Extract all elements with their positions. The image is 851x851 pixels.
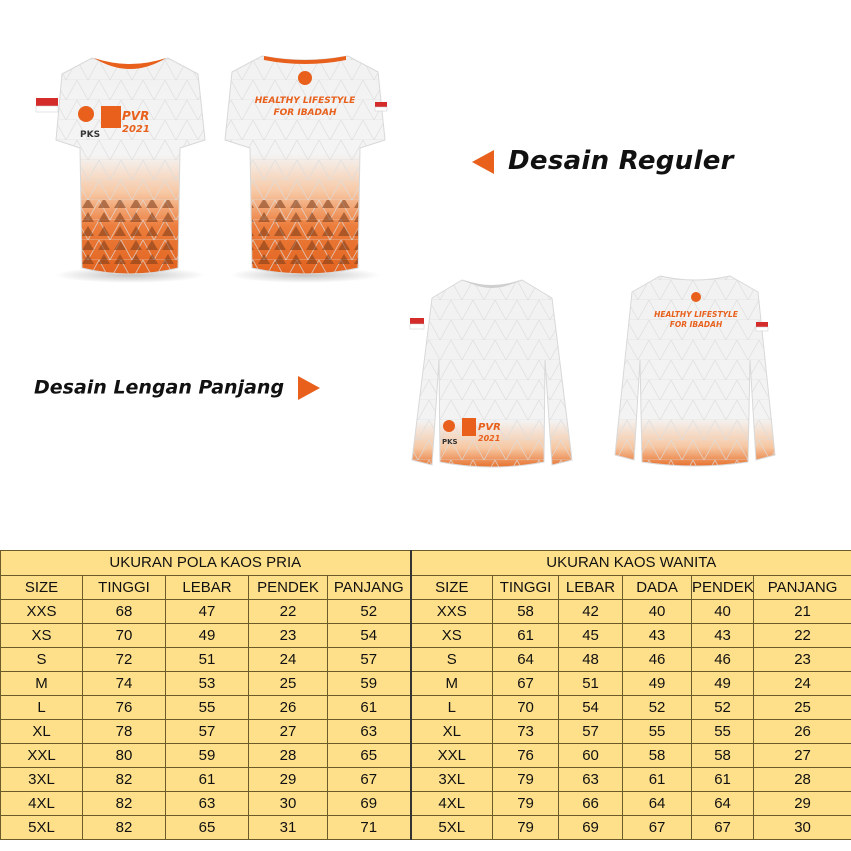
- women-size-cell: 55: [692, 720, 754, 744]
- women-size-cell: 64: [692, 792, 754, 816]
- table-row: [1, 600, 851, 624]
- women-size-cell: 22: [754, 624, 851, 648]
- women-size-cell: 45: [559, 624, 623, 648]
- men-size-cell: 51: [166, 648, 249, 672]
- men-size-cell: 52: [328, 600, 411, 624]
- women-size-cell: XXL: [411, 744, 493, 768]
- women-size-cell: 69: [559, 816, 623, 840]
- women-size-cell: 66: [559, 792, 623, 816]
- women-size-cell: 42: [559, 600, 623, 624]
- men-size-cell: 47: [166, 600, 249, 624]
- men-size-cell: 72: [83, 648, 166, 672]
- women-size-cell: 28: [754, 768, 851, 792]
- women-size-cell: 58: [623, 744, 692, 768]
- men-size-cell: 29: [249, 768, 328, 792]
- long-sleeve-front: [410, 280, 572, 467]
- long-sleeve-back: [615, 276, 775, 466]
- women-size-cell: 57: [559, 720, 623, 744]
- men-size-cell: 70: [83, 624, 166, 648]
- women-size-cell: 64: [493, 648, 559, 672]
- men-column-header: PENDEK: [249, 576, 328, 600]
- men-size-cell: 63: [328, 720, 411, 744]
- women-size-cell: 61: [623, 768, 692, 792]
- women-size-cell: XL: [411, 720, 493, 744]
- table-row: [1, 768, 851, 792]
- women-size-cell: 51: [559, 672, 623, 696]
- women-size-cell: 25: [754, 696, 851, 720]
- women-size-cell: 79: [493, 816, 559, 840]
- men-size-cell: L: [1, 696, 83, 720]
- men-size-cell: 30: [249, 792, 328, 816]
- svg-text:PKS: PKS: [80, 130, 101, 140]
- women-size-cell: 48: [559, 648, 623, 672]
- men-size-cell: 69: [328, 792, 411, 816]
- men-size-cell: 26: [249, 696, 328, 720]
- men-column-header: PANJANG: [328, 576, 411, 600]
- women-size-cell: 54: [559, 696, 623, 720]
- men-size-cell: 57: [328, 648, 411, 672]
- table-row: [1, 624, 851, 648]
- women-size-cell: 67: [692, 816, 754, 840]
- men-size-cell: 55: [166, 696, 249, 720]
- women-size-cell: 40: [692, 600, 754, 624]
- women-table-title: UKURAN KAOS WANITA: [411, 551, 851, 576]
- women-size-cell: 70: [493, 696, 559, 720]
- arrow-left-icon: [472, 150, 494, 174]
- table-row: [1, 720, 851, 744]
- svg-text:FOR IBADAH: FOR IBADAH: [669, 320, 723, 329]
- men-size-cell: 22: [249, 600, 328, 624]
- women-size-cell: 5XL: [411, 816, 493, 840]
- men-size-cell: XXL: [1, 744, 83, 768]
- women-size-cell: 63: [559, 768, 623, 792]
- women-size-cell: 79: [493, 768, 559, 792]
- men-size-cell: 63: [166, 792, 249, 816]
- women-size-cell: 46: [692, 648, 754, 672]
- women-size-cell: 49: [623, 672, 692, 696]
- men-size-cell: XXS: [1, 600, 83, 624]
- men-size-cell: 49: [166, 624, 249, 648]
- women-size-cell: 43: [623, 624, 692, 648]
- men-size-cell: S: [1, 648, 83, 672]
- svg-text:PVR: PVR: [478, 422, 501, 433]
- men-column-header: LEBAR: [166, 576, 249, 600]
- women-size-cell: L: [411, 696, 493, 720]
- caption-long-sleeve-label: Desain Lengan Panjang: [34, 376, 285, 399]
- women-size-cell: 76: [493, 744, 559, 768]
- men-size-cell: 80: [83, 744, 166, 768]
- women-size-cell: 67: [623, 816, 692, 840]
- men-size-cell: 59: [328, 672, 411, 696]
- men-size-cell: 25: [249, 672, 328, 696]
- men-size-cell: 61: [166, 768, 249, 792]
- women-size-cell: 58: [493, 600, 559, 624]
- women-size-cell: 58: [692, 744, 754, 768]
- men-size-cell: 74: [83, 672, 166, 696]
- men-size-cell: 82: [83, 792, 166, 816]
- men-size-cell: 65: [328, 744, 411, 768]
- women-size-cell: 24: [754, 672, 851, 696]
- men-size-cell: 4XL: [1, 792, 83, 816]
- women-size-cell: 61: [493, 624, 559, 648]
- women-size-cell: XS: [411, 624, 493, 648]
- arrow-right-icon: [298, 376, 320, 400]
- table-row: [1, 792, 851, 816]
- men-table-title: UKURAN POLA KAOS PRIA: [1, 551, 411, 576]
- women-size-cell: 49: [692, 672, 754, 696]
- men-column-header: TINGGI: [83, 576, 166, 600]
- women-size-cell: M: [411, 672, 493, 696]
- women-size-cell: 23: [754, 648, 851, 672]
- men-size-cell: M: [1, 672, 83, 696]
- men-size-cell: XS: [1, 624, 83, 648]
- women-size-cell: 52: [692, 696, 754, 720]
- women-column-header: PENDEK: [692, 576, 754, 600]
- women-column-header: DADA: [623, 576, 692, 600]
- women-size-cell: 64: [623, 792, 692, 816]
- women-size-cell: 21: [754, 600, 851, 624]
- men-size-cell: 27: [249, 720, 328, 744]
- table-row: [1, 648, 851, 672]
- svg-text:PVR: PVR: [122, 109, 150, 123]
- women-size-cell: 60: [559, 744, 623, 768]
- women-column-header: SIZE: [411, 576, 493, 600]
- women-column-header: PANJANG: [754, 576, 851, 600]
- men-size-cell: 31: [249, 816, 328, 840]
- women-column-header: TINGGI: [493, 576, 559, 600]
- men-size-cell: 67: [328, 768, 411, 792]
- caption-regular-label: Desain Reguler: [508, 146, 734, 176]
- men-size-cell: 54: [328, 624, 411, 648]
- men-size-cell: 57: [166, 720, 249, 744]
- men-size-cell: 61: [328, 696, 411, 720]
- caption-long-sleeve-design: [34, 376, 320, 400]
- men-size-cell: 65: [166, 816, 249, 840]
- women-size-cell: 27: [754, 744, 851, 768]
- men-size-cell: 76: [83, 696, 166, 720]
- men-size-cell: XL: [1, 720, 83, 744]
- women-size-cell: 29: [754, 792, 851, 816]
- men-size-cell: 5XL: [1, 816, 83, 840]
- men-size-cell: 3XL: [1, 768, 83, 792]
- men-column-header: SIZE: [1, 576, 83, 600]
- women-size-cell: S: [411, 648, 493, 672]
- women-size-cell: 79: [493, 792, 559, 816]
- women-size-cell: 30: [754, 816, 851, 840]
- short-sleeve-back: [225, 56, 387, 274]
- men-size-cell: 28: [249, 744, 328, 768]
- size-chart-table: [0, 550, 851, 840]
- women-size-cell: 55: [623, 720, 692, 744]
- svg-text:HEALTHY LIFESTYLE: HEALTHY LIFESTYLE: [254, 96, 356, 106]
- women-size-cell: 26: [754, 720, 851, 744]
- men-size-cell: 68: [83, 600, 166, 624]
- svg-text:HEALTHY LIFESTYLE: HEALTHY LIFESTYLE: [654, 310, 738, 319]
- women-size-cell: 3XL: [411, 768, 493, 792]
- table-title-row: [1, 551, 851, 576]
- svg-text:PKS: PKS: [442, 438, 458, 446]
- men-size-cell: 24: [249, 648, 328, 672]
- women-size-cell: 52: [623, 696, 692, 720]
- women-size-cell: 67: [493, 672, 559, 696]
- men-size-cell: 78: [83, 720, 166, 744]
- table-row: [1, 672, 851, 696]
- women-size-cell: 46: [623, 648, 692, 672]
- table-row: [1, 816, 851, 840]
- table-row: [1, 696, 851, 720]
- women-size-cell: 43: [692, 624, 754, 648]
- svg-text:FOR IBADAH: FOR IBADAH: [273, 108, 337, 118]
- caption-regular-design: [472, 146, 734, 176]
- men-size-cell: 53: [166, 672, 249, 696]
- women-size-cell: 4XL: [411, 792, 493, 816]
- men-size-cell: 23: [249, 624, 328, 648]
- men-size-cell: 59: [166, 744, 249, 768]
- table-header-row: [1, 576, 851, 600]
- women-size-cell: 61: [692, 768, 754, 792]
- women-size-cell: 40: [623, 600, 692, 624]
- svg-text:2021: 2021: [122, 124, 150, 135]
- table-row: [1, 744, 851, 768]
- svg-text:2021: 2021: [478, 434, 501, 443]
- women-size-cell: 73: [493, 720, 559, 744]
- women-size-cell: XXS: [411, 600, 493, 624]
- men-size-cell: 82: [83, 816, 166, 840]
- short-sleeve-front: [36, 58, 205, 274]
- women-column-header: LEBAR: [559, 576, 623, 600]
- men-size-cell: 71: [328, 816, 411, 840]
- men-size-cell: 82: [83, 768, 166, 792]
